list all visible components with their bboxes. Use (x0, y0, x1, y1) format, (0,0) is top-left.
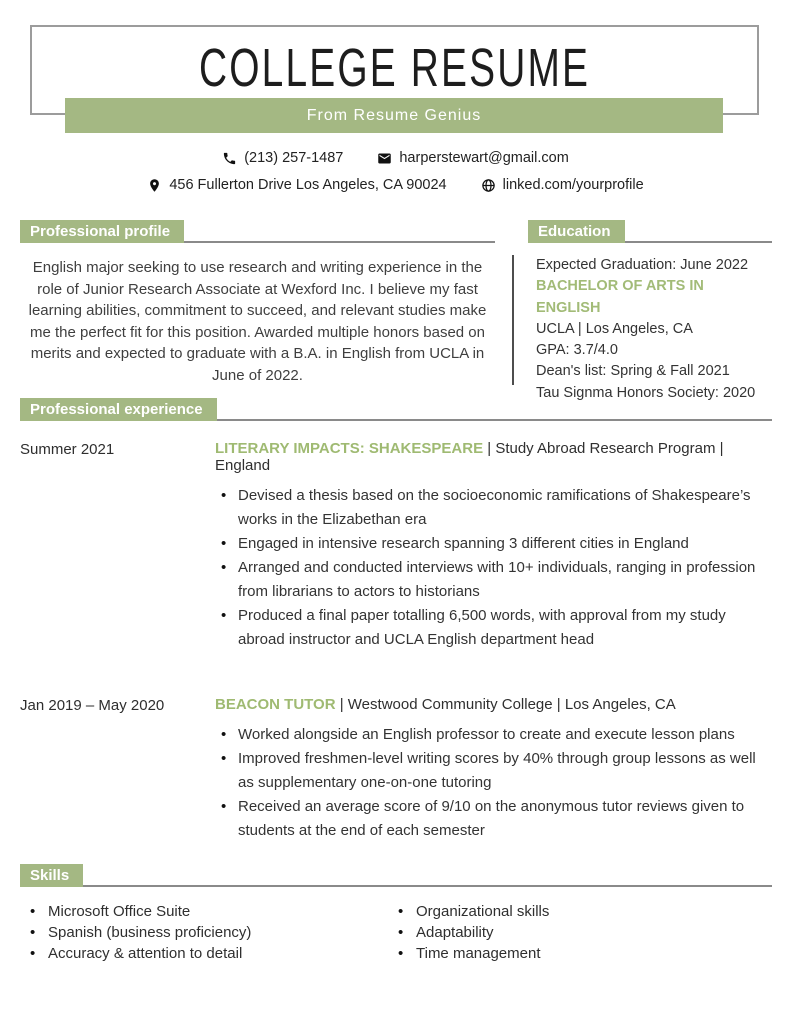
education-degree: BACHELOR OF ARTS IN ENGLISH (536, 278, 704, 316)
job-dates: Summer 2021 (20, 441, 115, 458)
bullet-item: • Adaptability (396, 922, 549, 943)
contact-phone (222, 150, 343, 166)
banner-subtitle: From Resume Genius (306, 106, 482, 124)
contact-block (0, 150, 791, 204)
experience-heading-row (20, 398, 772, 421)
bullet-item: • Produced a final paper totalling 6,500 words, with approval from my study abroad instructor and UCLA English department head (215, 604, 763, 652)
envelope-icon (377, 151, 392, 166)
job-title-line (215, 696, 772, 713)
profile-heading-badge: Professional profile (20, 220, 184, 243)
education-heading-row (528, 220, 772, 243)
job-dates: Jan 2019 – May 2020 (20, 697, 165, 714)
contact-row-1 (0, 150, 791, 166)
job-entry (20, 696, 772, 843)
job-main (215, 440, 772, 652)
job-subtitle: | Westwood Community College | Los Angeles, CA (335, 696, 676, 713)
job-title-line (215, 440, 772, 474)
phone-icon (222, 151, 237, 166)
phone-text: (213) 257-1487 (244, 150, 344, 166)
education-deans-list: Dean's list: Spring & Fall 2021 (536, 363, 730, 380)
profile-heading-row (20, 220, 495, 243)
bullet-item: • Improved freshmen-level writing scores by 40% through group lessons as well as supplementary one-on-one tutoring (215, 747, 763, 795)
globe-icon (481, 178, 496, 193)
contact-row-2 (0, 177, 791, 193)
skills-heading-badge: Skills (20, 864, 83, 887)
education-honors: Tau Signma Honors Society: 2020 (536, 384, 756, 401)
education-graduation: Expected Graduation: June 2022 (536, 257, 749, 273)
job-title: LITERARY IMPACTS: SHAKESPEARE (215, 440, 484, 457)
job-bullets (215, 484, 763, 652)
skills-heading-row (20, 864, 772, 887)
bullet-item: • Engaged in intensive research spanning 3 different cities in England (215, 532, 763, 556)
column-divider (512, 255, 514, 385)
job-bullets (215, 723, 763, 843)
email-text: harperstewart@gmail.com (399, 150, 569, 166)
address-text: 456 Fullerton Drive Los Angeles, CA 90024 (169, 177, 447, 193)
experience-heading-badge: Professional experience (20, 398, 217, 421)
website-text: linked.com/yourprofile (502, 177, 644, 193)
location-pin-icon (147, 178, 162, 193)
education-heading-badge: Education (528, 220, 625, 243)
job-subtitle: | Study Abroad Research Program | England (215, 440, 724, 474)
bullet-item: • Time management (396, 943, 549, 964)
contact-email (377, 150, 568, 166)
profile-summary-text: English major seeking to use research and writing experience in the role of Junior Research Associate at Wexford Inc. I believe my fast learning abilities, commitment to succeed, and relevant studies make me the perfect fit for this position. Awarded multiple honors based on merits and expected to graduate with a B.A. in English from UCLA in June of 2022. (28, 259, 487, 384)
bullet-item: • Worked alongside an English professor to create and execute lesson plans (215, 723, 763, 747)
page-title: COLLEGE RESUME (198, 38, 591, 98)
education-gpa: GPA: 3.7/4.0 (536, 342, 618, 359)
section-professional-experience (20, 398, 772, 843)
education-details (528, 255, 772, 404)
section-professional-profile (20, 220, 495, 386)
education-school: UCLA | Los Angeles, CA (536, 320, 693, 337)
bullet-item: • Accuracy & attention to detail (28, 943, 396, 964)
contact-website (481, 177, 644, 193)
section-education (528, 220, 772, 404)
bullet-item: • Arranged and conducted interviews with 10+ individuals, ranging in profession from librarians to actors to historians (215, 556, 763, 604)
job-title: BEACON TUTOR (215, 696, 336, 713)
bullet-item: • Organizational skills (396, 901, 549, 922)
section-skills (20, 864, 772, 964)
skills-columns (20, 901, 772, 964)
contact-address (147, 177, 446, 193)
header-banner (65, 98, 723, 133)
skills-list-right (396, 901, 549, 964)
job-entry (20, 440, 772, 652)
bullet-item: • Spanish (business proficiency) (28, 922, 396, 943)
bullet-item: • Received an average score of 9/10 on the anonymous tutor reviews given to students at the end of each semester (215, 795, 763, 843)
job-main (215, 696, 772, 843)
bullet-item: • Devised a thesis based on the socioeconomic ramifications of Shakespeare’s works in the Elizabethan era (215, 484, 763, 532)
bullet-item: • Microsoft Office Suite (28, 901, 396, 922)
skills-list-left (28, 901, 396, 964)
